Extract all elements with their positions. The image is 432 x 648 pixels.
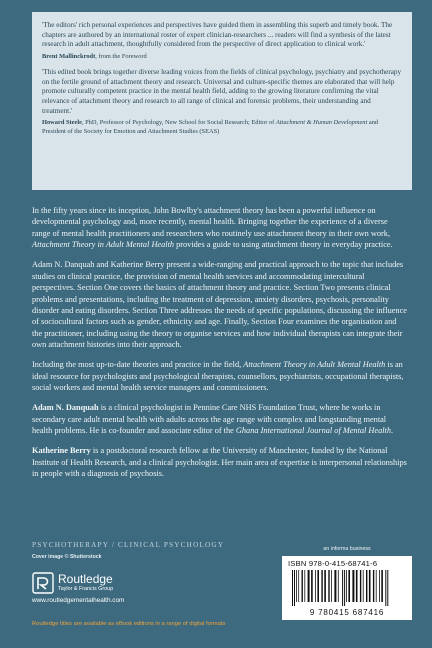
endorsement-panel (32, 12, 412, 190)
publisher-name: Routledge (58, 572, 113, 586)
description-paragraph: In the fifty years since its inception, John Bowlby's attachment theory has been a powerful influence on developmental psychology and, more recently, mental health. Bringing together the experience of a diverse range of mental health practitioners and researchers who routinely use attachment theory in their own work, Attachment Theory in Adult Mental Health provides a guide to using attachment theory in everyday practice. (32, 206, 393, 250)
journal-title: Attachment & Human Development (275, 119, 368, 127)
barcode-box (282, 556, 412, 620)
editor-bio: Katherine Berry is a postdoctoral research fellow at the University of Manchester, funded by the National Institute of Health Research, and a clinical psychologist. Her main area of expertise is interpersonal relationships in people with a diagnosis of psychosis. (32, 446, 407, 479)
book-description (32, 205, 408, 489)
book-title: Attachment Theory in Adult Mental Health (32, 240, 175, 250)
ebook-note: Routledge titles are available as eBook editions in a range of digital formats (32, 621, 226, 627)
informa-label: an informa business (323, 546, 371, 552)
endorsement-quote: 'This edited book brings together diverse leading voices from the fields of clinical psychology, psychiatry and psychotherapy on the fertile ground of attachment theory and research. Universal and culture-specific themes are elaborated that will help promote culturally competent practice in the mental health field, adding to the growing literature confirming the vital relevance of attachment theory and research to all range of clinical and forensic problems, their understanding and treatment.' (42, 68, 402, 115)
editor-name: Katherine Berry (32, 446, 91, 456)
endorser-affiliation: , from the Foreword (95, 52, 147, 60)
journal-title: Ghana International Journal of Mental Health (235, 426, 391, 436)
endorsement-attribution (42, 119, 402, 136)
endorser-affiliation-tail: and President of the Society for Emotion and Attachment Studies (SEAS) (42, 119, 379, 135)
barcode-bars (290, 570, 406, 606)
book-title: Attachment Theory in Adult Mental Health (243, 360, 386, 370)
description-paragraph: Including the most up-to-date theories and practice in the field, Attachment Theory in Adult Mental Health is an ideal resource for psychologists and psychological therapists, counsellors, psychiatrists, occupational therapists, social workers and mental health service managers and commissioners. (32, 360, 404, 393)
cover-image-credit: Cover image © Shutterstock (32, 554, 102, 560)
routledge-logo-icon (32, 572, 54, 594)
endorsement-quote: 'The editors' rich personal experiences and perspectives have guided them in assembling this superb and timely book. The chapters are authored by an international roster of expert clinician-researchers ... readers will find a synthesis of the latest research in adult attachment, thoughtfully considered from the perspective of direct application to clinical work.' (42, 21, 393, 49)
endorsement-attribution (42, 53, 402, 62)
editor-name: Adam N. Danquah (32, 403, 99, 413)
isbn-label: ISBN 978-0-415-68741-6 (288, 559, 378, 568)
publisher-group: Taylor & Francis Group (58, 586, 114, 592)
endorser-affiliation: , PhD, Professor of Psychology, New School for Social Research; Editor of (81, 119, 276, 127)
endorser-name: Howard Steele (42, 119, 82, 127)
publisher-logo (32, 572, 212, 606)
endorser-name: Brent Mallinckrodt (42, 52, 96, 60)
publisher-url[interactable]: www.routledgementalhealth.com (32, 597, 125, 604)
subject-category: PSYCHOTHERAPY / CLINICAL PSYCHOLOGY (32, 541, 225, 549)
editor-bio: Adam N. Danquah is a clinical psychologist in Pennine Care NHS Foundation Trust, where he works in secondary care adult mental health with adults across the age range with complex and longstanding mental health problems. He is co-founder and associate editor of the Ghana International Journal of Mental Health. (32, 403, 394, 436)
description-paragraph: Adam N. Danquah and Katherine Berry present a wide-ranging and practical approach to the topic that includes studies on clinical practice, the provision of mental health services and accommodating intercultural perspectives. Section One covers the basics of attachment theory and practice. Section Two presents clinical problems and presentations, including the treatment of depression, anxiety disorders, psychosis, personality disorder and eating disorders. Section Three addresses the needs of specific populations, discussing the influence of sociocultural factors such as gender, ethnicity and age. Finally, Section Four examines the organisation and the practitioner, including using the theory to organise services and how individual therapists can integrate their own attachment histories into their approach. (32, 260, 407, 349)
barcode-digits: 9 780415 687416 (309, 608, 385, 617)
